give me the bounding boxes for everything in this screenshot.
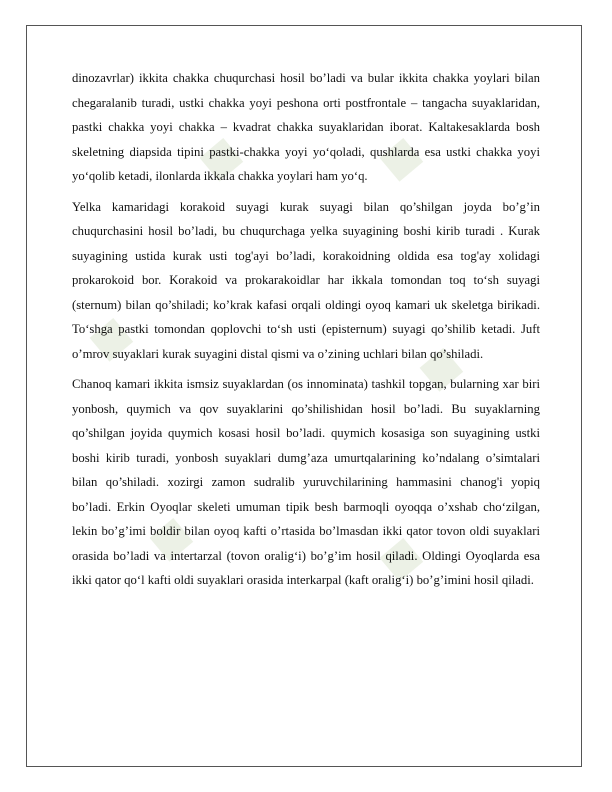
paragraph: Yelka kamaridagi korakoid suyagi kurak suyagi bilan qo’shilgan joyda bo’g’in chuqurchasini hosil bo’ladi, bu chuqurchaga yelka suyagining boshi kirib turadi . Kurak suyagining ustida kurak usti tog'ayi bo’ladi, korakoidning oldida esa tog'ay xolidagi prokarokoid bor. Korakoid va prokarakoidlar har ikkala tomondan toq to‘sh suyagi (sternum) bilan qo’shiladi; ko’krak kafasi orqali oldingi oyoq kamari uk skeletga birikadi. To‘shga pastki tomondan qoplovchi to‘sh usti (episternum) suyagi qo’shilib ketadi. Juft o’mrov suyaklari kurak suyagini distal qismi va o’zining uchlari bilan qo’shiladi.	[72, 199, 540, 361]
watermark-mark: ■	[181, 116, 260, 198]
paragraph: dinozavrlar) ikkita chakka chuqurchasi hosil bo’ladi va bular ikkita chakka yoylari bilan chegaralanib turadi, ustki chakka yoyi peshona orti postfrontale – tangacha suyaklaridan, pastki chakka yoyi chakka – kvadrat chakka suyaklaridan iborat. Kaltakesaklarda bosh skeletning diapsida tipini pastki-chakka yoyi yo‘qoladi, qushlarda esa ustki chakka yoyi yo‘qolib ketadi, ilonlarda ikkala chakka yoylari ham yo‘q.	[72, 71, 540, 183]
paragraph: Chanoq kamari ikkita ismsiz suyaklardan (os innominata) tashkil topgan, bularning xar biri yonbosh, quymich va qov suyaklarini qo’shilishidan hosil bo’ladi. Bu suyaklarning qo’shilgan joyida quymich kosasi hosil bo’ladi. quymich kosasiga son suyagining ustki boshi kirib turadi, yonbosh suyaklari dumg’aza umurtqalarining ko’ndalang o’simtalari bilan qo’shiladi. xozirgi zamon sudralib yuruvchilarining hammasini chanog'i yopiq bo’ladi. Erkin Oyoqlar skeleti umuman tipik besh barmoqli oyoqqa o’xshab cho‘zilgan, lekin bo’g’imi boldir bilan oyoq kafti o’rtasida bo’lmasdan ikki qator tovon oldi suyaklari orasida bo’ladi va intertarzal (tovon oralig‘i) bo’g’im hosil qiladi. Oldingi Oyoqlarda esa ikki qator qo‘l kafti oldi suyaklari orasida interkarpal (kaft oralig‘i) bo’g’imini hosil qiladi.	[72, 377, 540, 587]
document-body	[72, 66, 540, 599]
watermark-mark: ■	[401, 326, 480, 408]
watermark-mark: ■	[361, 116, 440, 198]
watermark-mark: ■	[71, 296, 150, 378]
watermark-mark: ■	[361, 516, 440, 598]
watermark-mark: ■	[131, 496, 210, 578]
